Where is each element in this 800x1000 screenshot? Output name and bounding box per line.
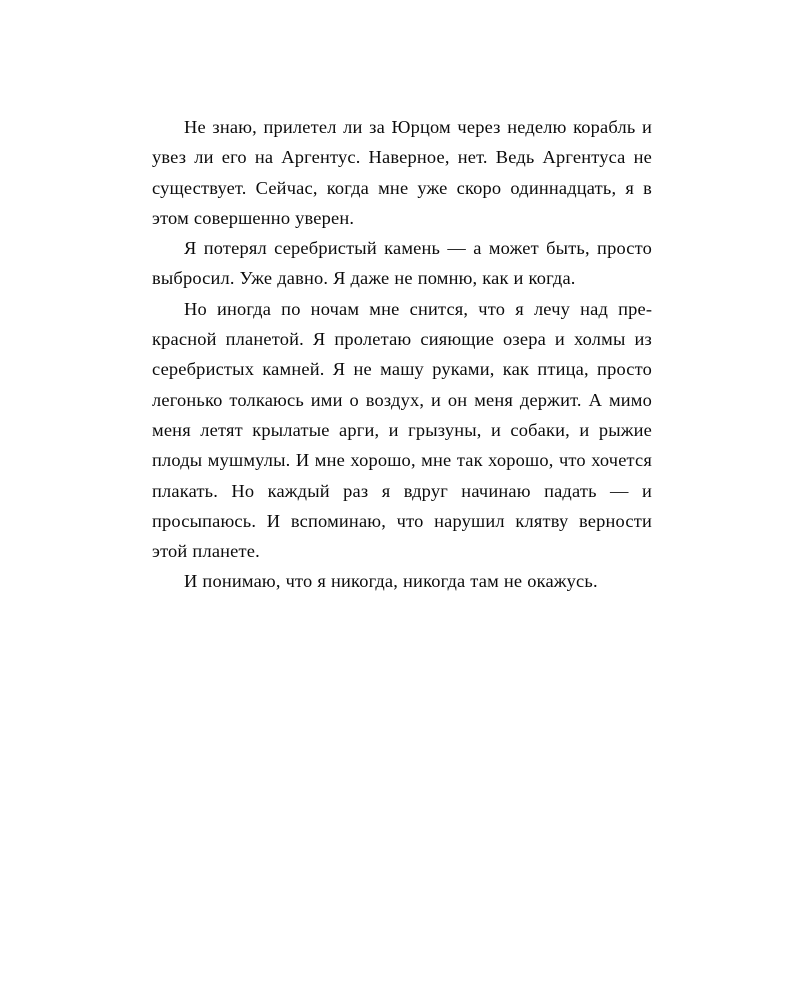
paragraph: Я потерял серебристый камень — а может быть, просто выбросил. Уже давно. Я даже не помню, как и когда. (152, 238, 652, 289)
paragraph: Не знаю, прилетел ли за Юрцом через неделю корабль и увез ли его на Аргентус. Наверное, нет. Ведь Аргентуса не существует. Сейчас, когда мне уже скоро одиннадцать, я в этом совершенно уверен. (152, 117, 652, 228)
body-text (152, 112, 652, 597)
paragraph: И понимаю, что я никогда, никогда там не окажусь. (184, 571, 598, 592)
paragraph: Но иногда по ночам мне снится, что я лечу над прекрасной планетой. Я пролетаю сияющие озера и холмы из серебристых камней. Я не машу руками, как птица, просто легонько толкаюсь ими о воздух, и он меня держит. А мимо меня летят крылатые арги, и грызуны, и собаки, и рыжие плоды мушмулы. И мне хорошо, мне так хорошо, что хочется плакать. Но каждый раз я вдруг начинаю падать — и просыпаюсь. И вспоминаю, что нарушил клятву верности этой планете. (152, 298, 652, 562)
